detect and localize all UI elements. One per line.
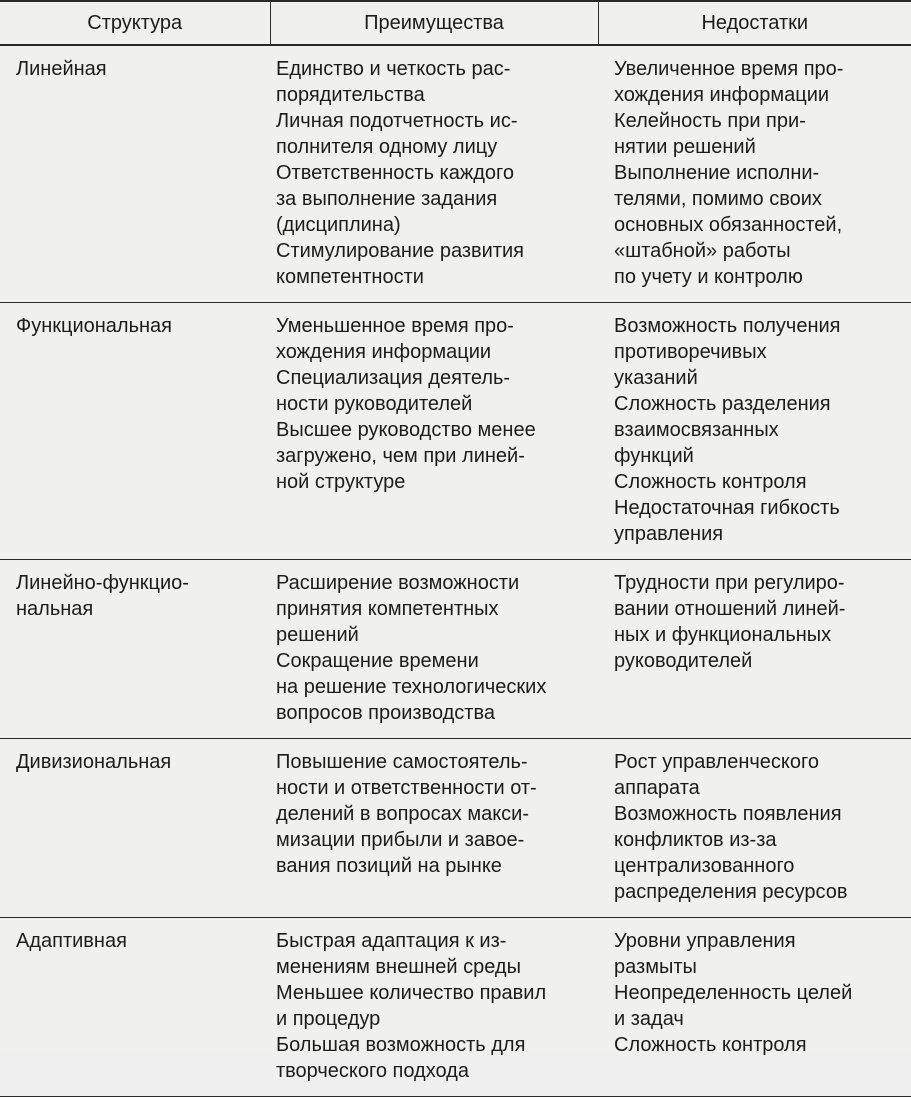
advantages-cell: [270, 45, 598, 303]
advantage-line: Повышение самостоятель-: [276, 751, 528, 773]
disadvantage-line: основных обязанностей,: [614, 214, 843, 236]
disadvantage-line: Выполнение исполни-: [614, 162, 820, 184]
advantage-line: Высшее руководство менее: [276, 419, 536, 441]
disadvantages-cell: [598, 739, 911, 918]
advantages-cell: [270, 918, 598, 1097]
disadvantage-line: противоречивых: [614, 341, 767, 363]
disadvantage-line: указаний: [614, 367, 698, 389]
advantage-line: на решение технологических: [276, 676, 547, 698]
advantage-line: мизации прибыли и завое-: [276, 829, 525, 851]
disadvantage-line: «штабной» работы: [614, 240, 791, 262]
disadvantage-line: Сложность контроля: [614, 1034, 807, 1056]
disadvantage-line: распределения ресурсов: [614, 881, 848, 903]
disadvantage-line: ных и функциональных: [614, 624, 832, 646]
disadvantage-line: по учету и контролю: [614, 266, 803, 288]
advantage-line: Расширение возможности: [276, 572, 520, 594]
disadvantage-line: Возможность получения: [614, 315, 841, 337]
disadvantage-line: Недостаточная гибкость: [614, 497, 840, 519]
advantage-line: Быстрая адаптация к из-: [276, 930, 507, 952]
structure-name: Линейная: [16, 58, 107, 80]
disadvantage-line: Сложность контроля: [614, 471, 807, 493]
advantage-line: Ответственность каждого: [276, 162, 515, 184]
disadvantage-line: телями, помимо своих: [614, 188, 822, 210]
advantage-line: вания позиций на рынке: [276, 855, 502, 877]
disadvantage-line: конфликтов из-за: [614, 829, 777, 851]
advantage-line: вопросов производства: [276, 702, 495, 724]
advantage-line: ной структуре: [276, 471, 406, 493]
disadvantage-line: Сложность разделения: [614, 393, 831, 415]
disadvantage-line: размыты: [614, 956, 697, 978]
disadvantage-line: Увеличенное время про-: [614, 58, 844, 80]
advantage-line: (дисциплина): [276, 214, 401, 236]
advantages-cell: [270, 739, 598, 918]
advantage-line: Личная подотчетность ис-: [276, 110, 518, 132]
disadvantage-line: нятии решений: [614, 136, 756, 158]
structure-name-cell: [0, 45, 270, 303]
header-advantages: Преимущества: [270, 1, 598, 45]
advantage-line: Большая возможность для: [276, 1034, 526, 1056]
advantage-line: ности руководителей: [276, 393, 473, 415]
header-disadvantages: Недостатки: [598, 1, 911, 45]
disadvantage-line: Трудности при регулиро-: [614, 572, 845, 594]
disadvantage-line: Неопределенность целей: [614, 982, 853, 1004]
structure-name-cell: [0, 918, 270, 1097]
advantage-line: порядительства: [276, 84, 425, 106]
advantage-line: Уменьшенное время про-: [276, 315, 514, 337]
structure-name-cell: [0, 739, 270, 918]
advantage-line: полнителя одному лицу: [276, 136, 498, 158]
advantages-cell: [270, 560, 598, 739]
structure-name: Адаптивная: [16, 930, 127, 952]
advantage-line: делений в вопросах макси-: [276, 803, 530, 825]
disadvantages-cell: [598, 303, 911, 560]
table-row: [0, 560, 911, 739]
disadvantage-line: руководителей: [614, 650, 753, 672]
table-row: [0, 45, 911, 303]
disadvantage-line: централизованного: [614, 855, 795, 877]
advantage-line: загружено, чем при линей-: [276, 445, 525, 467]
advantage-line: Специализация деятель-: [276, 367, 511, 389]
disadvantages-cell: [598, 918, 911, 1097]
structure-name-cell: [0, 560, 270, 739]
disadvantages-cell: [598, 560, 911, 739]
disadvantage-line: управления: [614, 523, 724, 545]
structure-name-cell: [0, 303, 270, 560]
structure-name: Функциональная: [16, 315, 173, 337]
header-structure: Структура: [0, 1, 270, 45]
advantage-line: Меньшее количество правил: [276, 982, 547, 1004]
advantage-line: Сокращение времени: [276, 650, 479, 672]
advantage-line: ности и ответственности от-: [276, 777, 537, 799]
table-row: [0, 918, 911, 1097]
disadvantage-line: функций: [614, 445, 694, 467]
advantage-line: хождения информации: [276, 341, 492, 363]
structure-name: нальная: [16, 598, 94, 620]
advantage-line: Стимулирование развития: [276, 240, 524, 262]
advantage-line: компетентности: [276, 266, 424, 288]
advantage-line: менениям внешней среды: [276, 956, 521, 978]
advantage-line: Единство и четкость рас-: [276, 58, 511, 80]
advantage-line: принятия компетентных: [276, 598, 499, 620]
disadvantage-line: хождения информации: [614, 84, 830, 106]
disadvantage-line: и задач: [614, 1008, 684, 1030]
advantages-cell: [270, 303, 598, 560]
disadvantage-line: Рост управленческого: [614, 751, 819, 773]
table-header-row: [0, 1, 911, 45]
advantage-line: решений: [276, 624, 359, 646]
disadvantage-line: Уровни управления: [614, 930, 796, 952]
advantage-line: за выполнение задания: [276, 188, 498, 210]
advantage-line: и процедур: [276, 1008, 381, 1030]
disadvantage-line: Келейность при при-: [614, 110, 806, 132]
disadvantage-line: аппарата: [614, 777, 700, 799]
disadvantage-line: вании отношений линей-: [614, 598, 846, 620]
disadvantages-cell: [598, 45, 911, 303]
disadvantage-line: Возможность появления: [614, 803, 842, 825]
table-row: [0, 303, 911, 560]
table-row: [0, 739, 911, 918]
structure-name: Линейно-функцио-: [16, 572, 189, 594]
structure-name: Дивизиональная: [16, 751, 172, 773]
disadvantage-line: взаимосвязанных: [614, 419, 779, 441]
advantage-line: творческого подхода: [276, 1060, 469, 1082]
